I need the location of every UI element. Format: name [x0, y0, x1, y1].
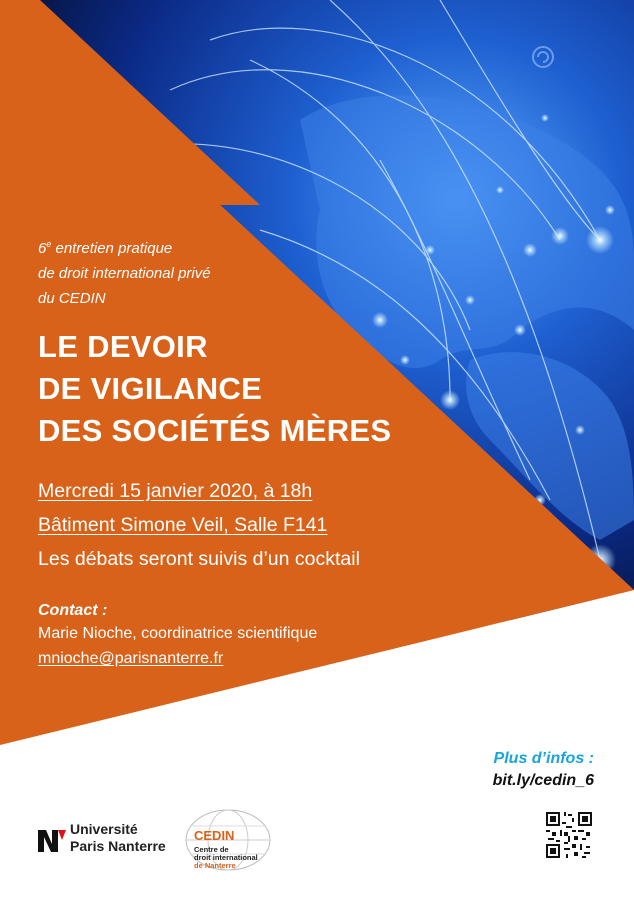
university-name-line-2: Paris Nanterre [70, 838, 166, 854]
event-cocktail-note: Les débats seront suivis d’un cocktail [38, 548, 360, 570]
event-location: Bâtiment Simone Veil, Salle F141 [38, 514, 328, 536]
cedin-logo-sub-1: Centre de [194, 845, 229, 854]
subtitle-ordinal: 6 [38, 240, 47, 257]
subtitle-line-1-text: entretien pratique [51, 240, 173, 257]
cedin-logo-name: CEDIN [194, 828, 235, 843]
watermark-icon [528, 42, 558, 72]
title-line-2: DE VIGILANCE [38, 371, 263, 406]
qr-code-icon[interactable] [544, 810, 594, 860]
title-line-1: LE DEVOIR [38, 329, 208, 364]
cedin-logo-sub-2: droit international [194, 853, 258, 862]
subtitle-line-2: de droit international privé [38, 265, 211, 282]
more-info-link[interactable]: bit.ly/cedin_6 [492, 772, 594, 789]
contact-email-link[interactable]: mnioche@parisnanterre.fr [38, 650, 224, 667]
contact-heading: Contact : [38, 602, 108, 619]
event-series-subtitle [38, 232, 211, 311]
event-date: Mercredi 15 janvier 2020, à 18h [38, 480, 313, 502]
cedin-logo-sub-3: de Nanterre [194, 861, 236, 870]
subtitle-line-3: du CEDIN [38, 290, 106, 307]
university-name-line-1: Université [70, 821, 138, 837]
poster-title [38, 326, 391, 452]
subtitle-line-1 [38, 232, 211, 261]
title-line-3: DES SOCIÉTÉS MÈRES [38, 413, 392, 448]
more-info-label: Plus d’infos : [493, 750, 594, 767]
contact-name: Marie Nioche, coordinatrice scientifique [38, 625, 318, 642]
subtitle-ordinal-suffix: e [46, 239, 52, 249]
